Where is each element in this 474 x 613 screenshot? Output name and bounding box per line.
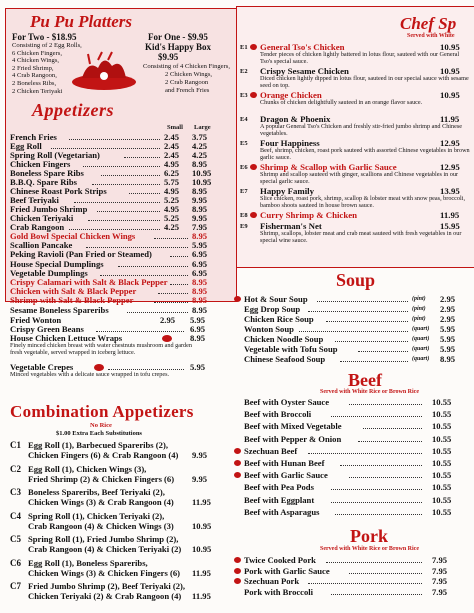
item-name: Chicken with Salt & Black Pepper [10, 286, 137, 297]
item-price: 10.55 [432, 470, 452, 481]
item-code: E4 [240, 116, 248, 123]
item-price: 10.55 [432, 409, 452, 420]
leader-dots [108, 363, 184, 370]
pork-subtitle: Served with White Rice or Brown Rice [320, 546, 419, 552]
leader-dots [158, 287, 188, 294]
item-name: B.B.Q. Spare Ribs [10, 177, 77, 187]
item-price: 7.95 [432, 565, 448, 576]
combo-item[interactable] [10, 487, 220, 509]
item-price-large: 10.95 [192, 168, 212, 178]
item-name: Beef with Garlic Sauce [244, 470, 328, 481]
combo-desc-line: Egg Roll (1), Barbecued Spareribs (2), [28, 440, 168, 450]
appetizer-extras [10, 316, 208, 376]
combo-item[interactable] [10, 440, 220, 462]
pupu-desc-line: 4 Crab Rangoon, [12, 72, 57, 80]
item-name: Beef with Mixed Vegetable [244, 421, 342, 432]
combo-desc-line: Crab Rangoon (4) & Chicken Teriyaki (2) [28, 544, 182, 554]
item-name: Crispy Calamari with Salt & Black Pepper [10, 277, 168, 287]
leader-dots [88, 214, 160, 221]
item-name: Crispy Green Beans [10, 324, 84, 334]
item-size: (pint) [412, 296, 426, 302]
item-price-large: 8.95 [192, 204, 208, 214]
item-price: 5.95 [440, 334, 456, 344]
leader-dots [326, 556, 422, 563]
combo-extra-note: $1.00 Extra Each Substitutions [56, 430, 142, 437]
item-desc: Beef, shrimp, chicken, roast pork sauteed with assorted Chinese vegetables in brown garlic sauce. [260, 147, 470, 161]
item-price: 13.95 [440, 186, 460, 196]
combo-price: 9.95 [192, 473, 208, 484]
vegetable-crepes-desc: Minced vegetables with a delicate sauce wrapped in tofu crepes. [10, 371, 170, 378]
leader-dots [69, 133, 160, 140]
pupu-desc-line: 2 Boneless Ribs, [12, 80, 57, 87]
item-desc: Tender pieces of chicken lightly battered in lotus flour, sauteed with our General Tso's special sauce. [260, 51, 460, 65]
pork-list [244, 556, 466, 606]
leader-dots [129, 187, 160, 194]
item-price: 8.95 [192, 295, 208, 306]
combo-code: C2 [10, 463, 21, 474]
leader-dots [308, 305, 408, 312]
item-name: Spring Roll (Vegetarian) [10, 150, 100, 160]
item-size: (pint) [412, 306, 426, 312]
combo-title: Combination Appetizers [10, 402, 194, 421]
item-name: Crispy Sesame Chicken [260, 66, 349, 76]
item-name: Beef with Pepper & Onion [244, 433, 342, 444]
item-name: French Fries [10, 132, 57, 142]
item-name: Beef Teriyaki [10, 195, 59, 205]
item-desc: Slice chicken, roast pork, shrimp, scallop & lobster meat with snow peas, broccoli, bamboo shoots sauteed in house brown sauce. [260, 195, 466, 209]
item-name: Chicken Rice Soup [244, 314, 314, 324]
combo-price: 9.95 [192, 450, 208, 460]
left-column [0, 0, 231, 613]
right-column [232, 0, 474, 613]
kids-box-title: Kid's Happy Box [145, 42, 212, 52]
combo-price: 11.95 [192, 497, 211, 507]
item-desc: Chunks of chicken delightfully sauteed in an orange flavor sauce. [260, 99, 423, 106]
item-name: Beef with Asparagus [244, 506, 320, 517]
item-price: 10.95 [440, 90, 460, 100]
item-name: Shrimp with Salt & Black Pepper [10, 295, 134, 306]
item-price: 5.95 [440, 324, 456, 334]
hot-spicy-icon [234, 448, 241, 454]
leader-dots [100, 269, 189, 276]
beef-title: Beef [348, 370, 382, 390]
item-name: Curry Shrimp & Chicken [260, 210, 358, 220]
item-price: 2.95 [440, 314, 456, 324]
item-code: E7 [240, 188, 248, 195]
menu-item[interactable] [244, 447, 466, 456]
combo-code: C4 [10, 510, 21, 521]
leader-dots [335, 508, 422, 515]
leader-dots [96, 325, 184, 332]
item-price-large: 5.95 [190, 315, 206, 325]
item-name: Crab Rangoon [10, 222, 65, 232]
item-name: Chicken Teriyaki [10, 213, 74, 223]
leader-dots [154, 296, 189, 303]
item-price: 12.95 [440, 138, 460, 148]
item-price: 7.95 [432, 555, 448, 565]
leader-dots [349, 398, 422, 405]
kids-desc-line: 2 Chicken Wings, [165, 71, 213, 78]
item-code: E8 [240, 212, 248, 219]
combo-price: 10.95 [192, 520, 212, 531]
item-desc: Diced chicken lightly dipped in lotus flour, sauteed in our special sauce with sesame seed on top. [260, 75, 469, 89]
menu-item[interactable] [244, 295, 466, 304]
item-size: (pint) [412, 316, 426, 322]
leader-dots [335, 335, 408, 342]
item-name: Shrimp & Scallop with Garlic Sauce [260, 162, 397, 172]
leader-dots [308, 577, 422, 584]
item-name: Egg Drop Soup [244, 304, 301, 314]
appetizer-list-2 [10, 232, 208, 317]
hot-spicy-icon [250, 92, 257, 98]
item-name: Chicken Noodle Soup [244, 334, 324, 344]
item-name: Beef with Eggplant [244, 494, 315, 505]
menu-item[interactable] [244, 422, 466, 431]
hot-spicy-icon [234, 460, 241, 466]
combo-price: 10.95 [192, 544, 212, 554]
combo-desc-line: Chicken Wings (3) & Chicken Fingers (6) [28, 567, 180, 578]
item-price-large: 10.95 [192, 177, 212, 187]
item-name: General Tso's Chicken [260, 42, 345, 52]
combo-price: 11.95 [192, 591, 211, 601]
item-name: Chicken Fingers [10, 159, 71, 169]
combo-code: C7 [10, 581, 21, 591]
beef-subtitle: Served with White Rice or Brown Rice [320, 389, 419, 395]
combo-item[interactable] [10, 511, 220, 533]
item-name: Chinese Seafood Soup [244, 354, 326, 364]
combo-desc-line: Spring Roll (1), Fried Jumbo Shrimp (2), [28, 534, 179, 544]
item-code: E6 [240, 164, 248, 171]
item-price-small: 4.25 [164, 222, 180, 232]
item-name: Vegetable Dumplings [10, 267, 88, 278]
item-price: 10.55 [432, 494, 452, 505]
item-price: 7.95 [432, 576, 448, 586]
leader-dots [127, 306, 189, 313]
item-name: Gold Bowl Special Chicken Wings [10, 231, 136, 241]
hot-spicy-icon [234, 472, 241, 478]
item-price-large: 8.95 [192, 186, 208, 196]
combo-desc-line: Spring Roll (1), Chicken Teriyaki (2), [28, 510, 165, 521]
col-small: Small [167, 124, 183, 131]
leader-dots [331, 410, 422, 417]
item-price: 8.95 [190, 333, 206, 343]
combo-desc-line: Fried Jumbo Shrimp (2), Beef Teriyaki (2), [28, 581, 186, 591]
item-name: Beef with Hunan Beef [244, 458, 325, 468]
item-name: Scallion Pancake [10, 240, 73, 251]
item-price: 8.95 [192, 231, 208, 241]
item-name: Beef with Oyster Sauce [244, 397, 330, 407]
pupu-desc-line: 2 Fried Shrimp, [12, 64, 54, 72]
item-name: Pork with Broccoli [244, 586, 314, 597]
menu-item[interactable] [244, 435, 466, 444]
menu-item[interactable] [244, 577, 466, 586]
item-name: Pork with Garlic Sauce [244, 565, 330, 576]
item-name: Wonton Soup [244, 324, 294, 334]
item-price-large: 9.95 [192, 195, 208, 205]
kids-box-price: $9.95 [158, 52, 179, 62]
leader-dots [349, 567, 422, 574]
item-price-small: 2.45 [164, 150, 180, 160]
leader-dots [86, 241, 188, 248]
hot-spicy-icon [250, 164, 257, 170]
item-price: 10.55 [432, 421, 452, 432]
item-price-small: 5.25 [164, 195, 180, 205]
item-name: Egg Roll [10, 141, 42, 151]
pupu-platter-illustration [68, 50, 140, 92]
item-size: (quart) [412, 336, 430, 342]
item-price: 5.95 [190, 362, 206, 372]
menu-item[interactable] [244, 471, 466, 480]
menu-item[interactable] [244, 335, 466, 344]
item-price-small: 4.95 [164, 204, 180, 214]
leader-dots [317, 295, 408, 302]
appetizers-title: Appetizers [32, 100, 115, 120]
item-name: Orange Chicken [260, 90, 322, 100]
kids-desc-line: Consisting of 4 Chicken Fingers, [143, 63, 231, 70]
leader-dots [308, 447, 422, 454]
menu-item[interactable] [244, 483, 466, 492]
leader-dots [340, 459, 422, 466]
leader-dots [349, 471, 422, 478]
pupu-desc-line: 2 Chicken Teriyaki [12, 87, 63, 95]
pupu-for-two: For Two - $18.95 [12, 32, 77, 42]
leader-dots [154, 232, 189, 239]
item-name: Fried Wonton [10, 315, 62, 325]
leader-dots [363, 422, 422, 429]
item-price: 8.95 [192, 286, 208, 297]
leader-dots [170, 250, 188, 257]
item-price-large: 4.25 [192, 150, 208, 160]
leader-dots [331, 588, 422, 595]
item-price: 5.95 [440, 344, 456, 354]
item-name: Four Happiness [260, 138, 320, 148]
combo-desc-line: Boneless Spareribs, Beef Teriyaki (2), [28, 487, 165, 497]
item-price: 12.95 [440, 162, 460, 172]
item-code: E5 [240, 140, 248, 147]
beef-list [244, 397, 466, 517]
item-price: 10.55 [432, 397, 452, 407]
item-desc: Shrimp, scallops, lobster meat and crab meat sauteed with fresh vegetables in our special wine sauce. [260, 230, 462, 244]
hot-spicy-icon [234, 296, 241, 302]
item-price-large: 4.25 [192, 141, 208, 151]
leader-dots [358, 435, 422, 442]
item-price: 6.95 [192, 258, 208, 269]
item-size: (quart) [412, 326, 430, 332]
leader-dots [299, 325, 408, 332]
combo-desc-line: Egg Roll (1), Boneless Spareribs, [28, 557, 148, 568]
pupu-for-one: For One - $9.95 [148, 32, 208, 42]
item-price-small: 2.45 [164, 141, 180, 151]
combo-code: C5 [10, 534, 21, 544]
item-code: E9 [240, 223, 248, 230]
leader-dots [170, 278, 188, 285]
menu-item[interactable] [244, 567, 466, 576]
item-price: 10.55 [432, 482, 452, 493]
combo-desc-line: Crab Rangoon (4) & Chicken Wings (3) [28, 520, 174, 531]
menu-item[interactable] [244, 345, 466, 354]
menu-item[interactable] [244, 410, 466, 419]
menu-item[interactable] [244, 305, 466, 314]
combo-code: C6 [10, 557, 21, 568]
item-name: Beef with Pea Pods [244, 482, 314, 493]
item-code: E1 [240, 44, 248, 51]
leader-dots [331, 483, 422, 490]
item-price: 15.95 [440, 221, 460, 231]
leader-dots [69, 223, 160, 230]
item-price: 5.95 [192, 240, 208, 251]
pupu-desc-line: 4 Chicken Wings, [12, 57, 60, 65]
leader-dots [97, 205, 160, 212]
combo-item[interactable] [10, 534, 220, 556]
leader-dots [92, 178, 160, 185]
hot-spicy-icon [234, 578, 241, 584]
item-name: Beef with Broccoli [244, 409, 312, 420]
item-price: 11.95 [440, 210, 460, 220]
item-price: 10.55 [432, 458, 452, 468]
item-price-large: 3.75 [192, 132, 208, 142]
item-name: Happy Family [260, 186, 315, 196]
item-name: Szechuan Pork [244, 576, 300, 586]
menu-item[interactable] [244, 315, 466, 324]
combo-desc-line: Egg Roll (1), Chicken Wings (3), [28, 463, 147, 474]
item-price: 11.95 [440, 114, 460, 124]
combo-desc-line: Chicken Teriyaki (2) & Crab Rangoon (4) [28, 591, 182, 601]
combo-desc-line: Chicken Fingers (6) & Crab Rangoon (4) [28, 450, 179, 460]
pupu-desc-line: Consisting of 2 Egg Rolls, [12, 42, 82, 49]
item-price-small: 4.95 [164, 186, 180, 196]
hot-spicy-icon [234, 557, 241, 563]
item-price: 7.95 [432, 586, 448, 597]
item-name: Szechuan Beef [244, 445, 298, 456]
chef-special-list [240, 42, 470, 267]
combo-desc-line: Chicken Wings (3) & Crab Rangoon (4) [28, 497, 174, 507]
item-price: 6.95 [192, 267, 208, 278]
leader-dots [358, 345, 408, 352]
item-name: Peking Ravioli (Pan Fried or Steamed) [10, 249, 152, 260]
chef-subtitle: Served with White [407, 33, 455, 39]
item-price-large: 8.95 [192, 159, 208, 169]
col-large: Large [194, 124, 211, 131]
soup-title: Soup [336, 270, 376, 290]
item-price-large: 7.95 [192, 222, 208, 232]
leader-dots [83, 160, 160, 167]
menu-item[interactable] [244, 496, 466, 505]
pupu-title: Pu Pu Platters [30, 12, 133, 31]
menu-item[interactable] [244, 556, 466, 565]
item-name: Vegetable with Tofu Soup [244, 344, 338, 354]
hot-spicy-icon [250, 44, 257, 50]
item-price-small: 2.45 [164, 132, 180, 142]
leader-dots [124, 151, 160, 158]
item-price: 8.95 [192, 304, 208, 315]
item-size: (quart) [412, 356, 430, 362]
item-price: 10.95 [440, 66, 460, 76]
leader-dots [74, 196, 160, 203]
item-price-small: 2.95 [160, 315, 176, 325]
combo-list [10, 440, 220, 610]
kids-desc-line: and French Fries [165, 87, 210, 94]
menu-item[interactable] [244, 459, 466, 468]
combo-item[interactable] [10, 464, 220, 486]
leader-dots [331, 496, 422, 503]
item-price: 10.55 [432, 445, 452, 456]
item-code: E2 [240, 68, 248, 75]
menu-item[interactable] [244, 508, 466, 517]
menu-item[interactable] [244, 588, 466, 597]
house-special-icon [94, 364, 104, 371]
item-name: Fisherman's Net [260, 221, 322, 231]
lettuce-wraps-desc: Finely minced chicken breast with water chestnuts mushroom and garden fresh vegetable, served wrapped in iceberg lettuce. [10, 342, 192, 356]
item-price-small: 5.75 [164, 177, 180, 187]
appetizer-item[interactable] [10, 306, 208, 315]
item-name: Chinese Roast Pork Strips [10, 186, 107, 196]
item-name: Boneless Spare Ribs [10, 168, 84, 178]
item-desc: Shrimp and scallop sauteed with ginger, scallions and Chinese vegetables in our special garlic sauce. [260, 171, 459, 185]
pork-title: Pork [350, 526, 388, 546]
combo-price: 11.95 [192, 567, 211, 578]
item-price: 10.55 [432, 433, 452, 444]
chef-title: Chef Sp [400, 14, 457, 33]
item-name: House Chicken Lettuce Wraps [10, 333, 123, 343]
menu-item[interactable] [244, 398, 466, 407]
combo-code: C3 [10, 487, 21, 497]
item-name: Hot & Sour Soup [244, 294, 308, 304]
item-price-large: 9.95 [192, 213, 208, 223]
item-price: 2.95 [440, 304, 456, 314]
leader-dots [101, 169, 160, 176]
item-price: 10.95 [440, 42, 460, 52]
soup-list [244, 295, 466, 375]
item-name: Dragon & Phoenix [260, 114, 331, 124]
item-size: (quart) [412, 346, 430, 352]
combo-desc-line: Fried Shrimp (2) & Chicken Fingers (6) [28, 473, 175, 484]
item-name: Twice Cooked Pork [244, 555, 316, 565]
item-price: 8.95 [440, 354, 456, 364]
item-price: 2.95 [440, 294, 456, 304]
item-price-small: 6.25 [164, 168, 180, 178]
item-price: 10.55 [432, 506, 452, 517]
combo-no-rice: No Rice [90, 422, 112, 429]
item-price: 8.95 [192, 277, 208, 287]
item-price: 6.95 [192, 249, 208, 260]
item-name: Fried Jumbo Shrimp [10, 204, 88, 214]
item-price-small: 4.95 [164, 159, 180, 169]
item-code: E3 [240, 92, 248, 99]
item-name: Vegetable Crepes [10, 362, 74, 372]
combo-item[interactable] [10, 558, 220, 580]
combo-item[interactable] [10, 581, 220, 603]
item-price-small: 5.25 [164, 213, 180, 223]
hot-spicy-icon [250, 212, 257, 218]
hot-spicy-icon [234, 568, 241, 574]
kids-desc-line: 2 Crab Rangoon [165, 79, 209, 86]
item-price: 6.95 [190, 324, 206, 334]
menu-item[interactable] [244, 355, 466, 364]
menu-item[interactable] [244, 325, 466, 334]
leader-dots [326, 315, 408, 322]
item-name: Sesame Boneless Spareribs [10, 304, 109, 315]
item-desc: A popular General Tso's Chicken and freshly stir-fried jumbo shrimp and Chinese vegetables. [260, 123, 463, 137]
leader-dots [340, 355, 408, 362]
item-name: House Special Dumplings [10, 258, 104, 269]
combo-code: C1 [10, 440, 21, 450]
pupu-desc-line: 6 Chicken Fingers, [12, 49, 62, 57]
leader-dots [118, 260, 189, 267]
leader-dots [51, 142, 160, 149]
hot-spicy-icon [162, 335, 172, 342]
